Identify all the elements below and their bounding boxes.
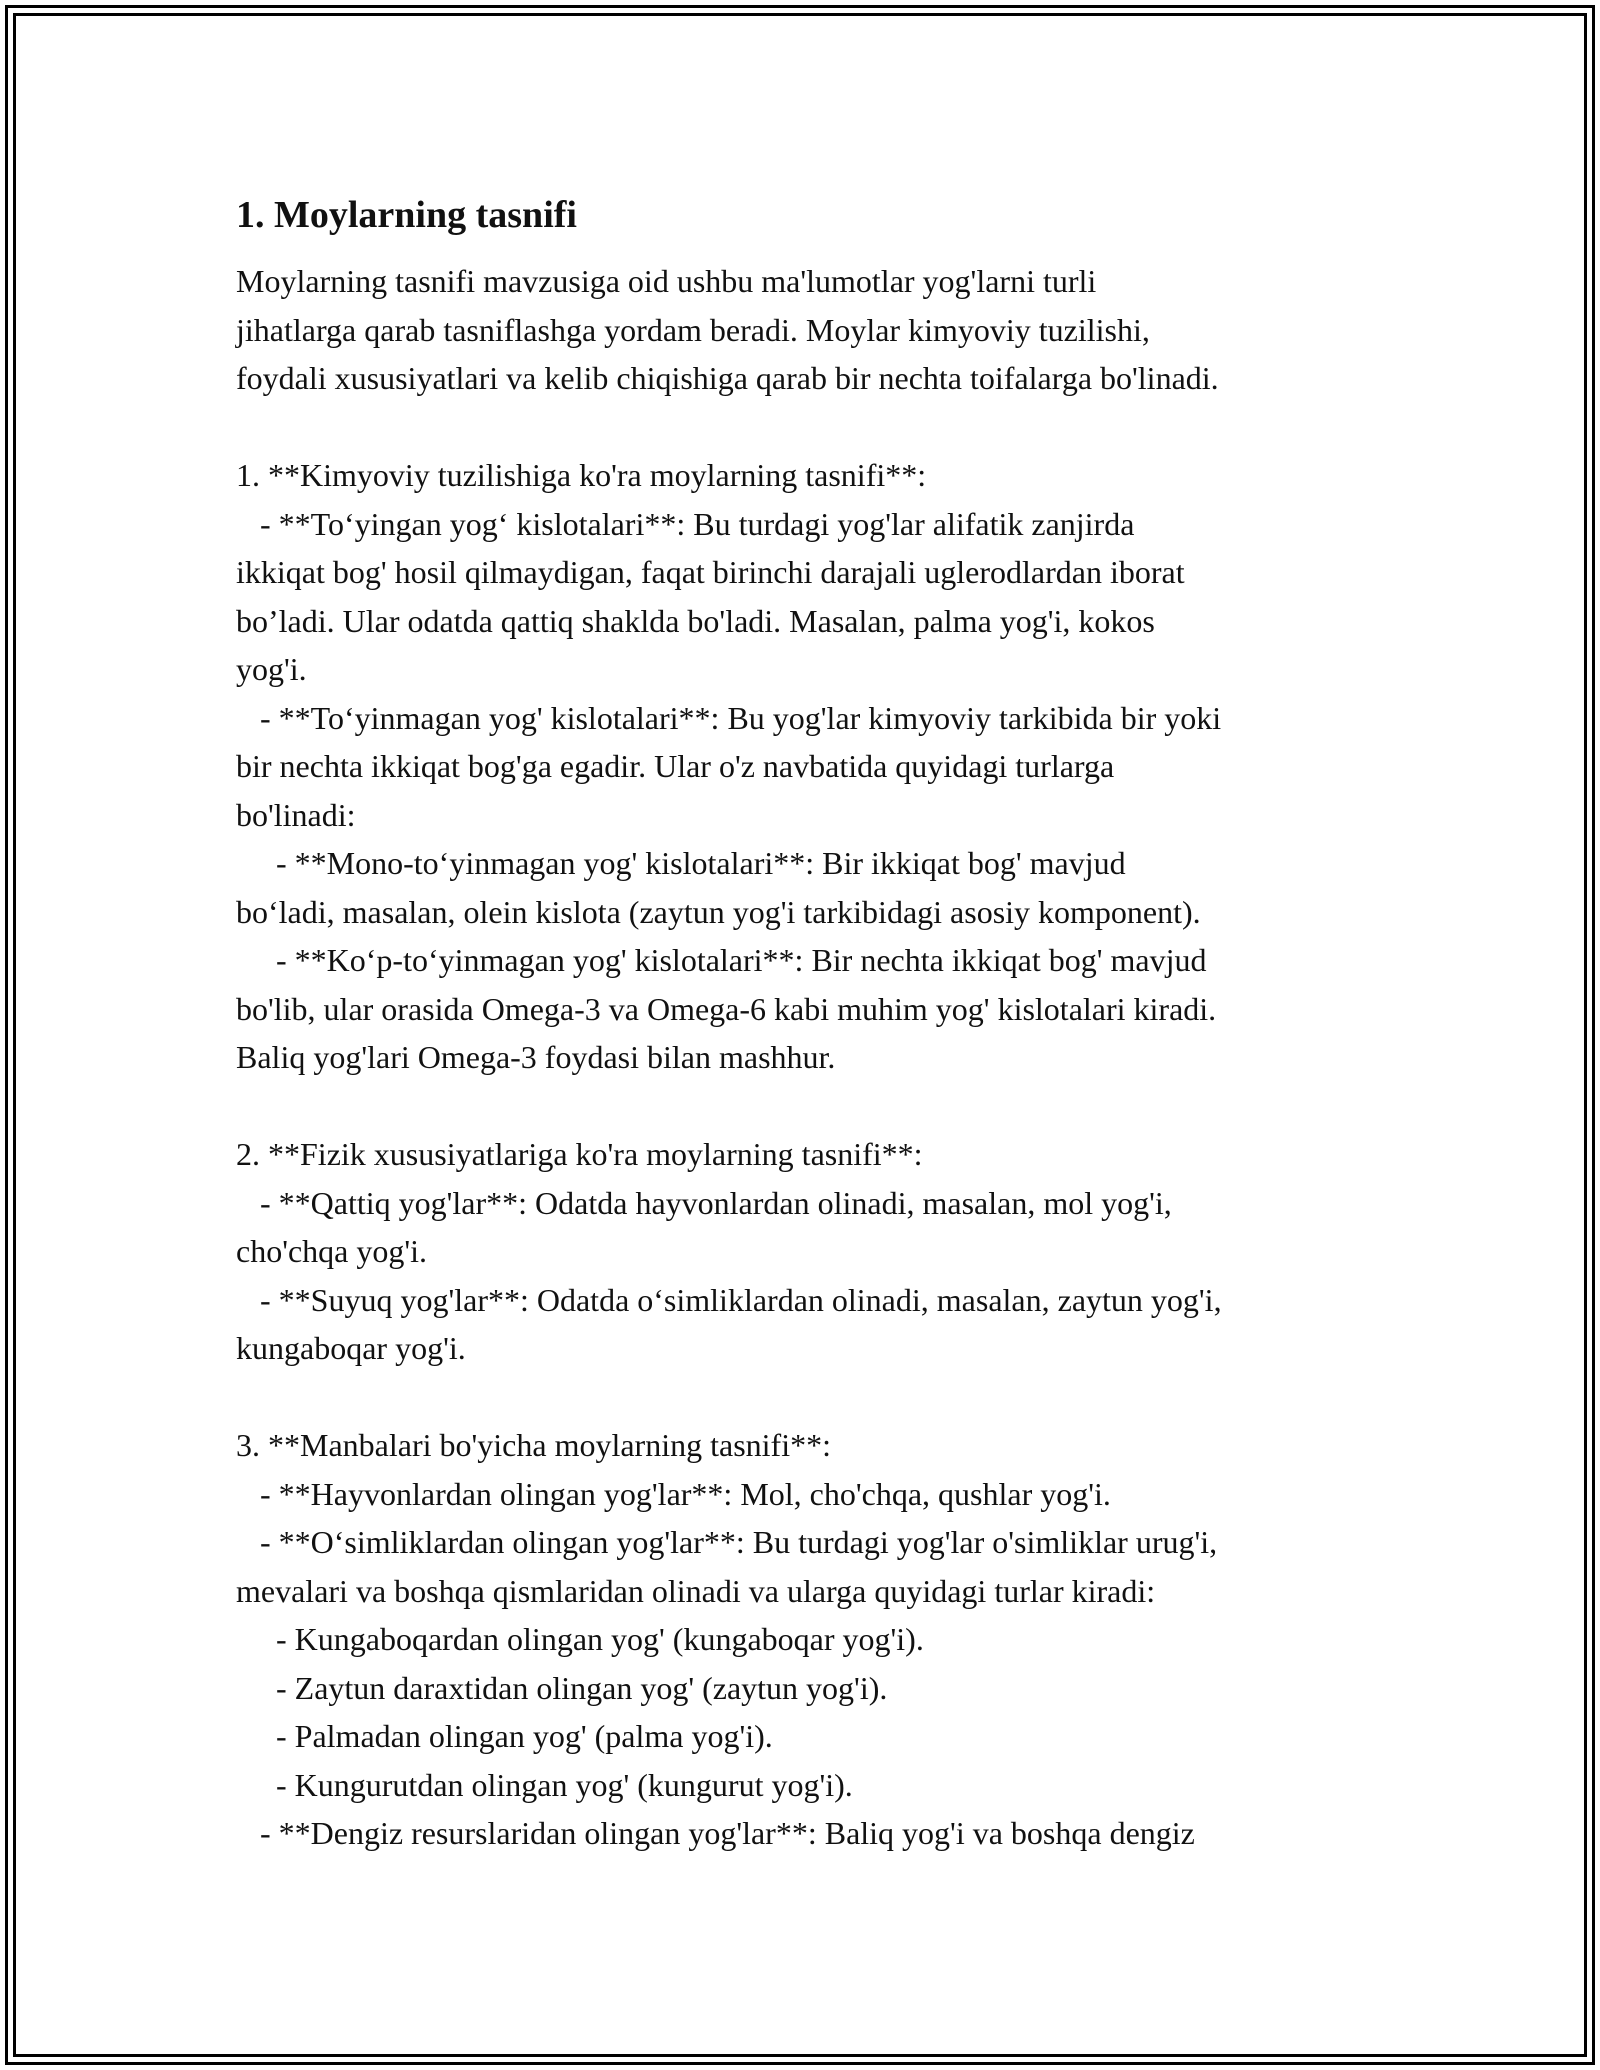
- text-line: - **Ko‘p-to‘yinmagan yog' kislotalari**: Bir nechta ikkiqat bog' mavjud: [236, 942, 1207, 978]
- blank-line: [236, 1082, 1376, 1131]
- text-line: yog'i.: [236, 651, 307, 687]
- text-line: bo‘ladi, masalan, olein kislota (zaytun yog'i tarkibidagi asosiy komponent).: [236, 893, 1201, 930]
- text-line: kungaboqar yog'i.: [236, 1330, 466, 1366]
- text-line: - **O‘simliklardan olingan yog'lar**: Bu turdagi yog'lar o'simliklar urug'i,: [236, 1524, 1218, 1560]
- text-line: cho'chqa yog'i.: [236, 1233, 428, 1269]
- text-line: Baliq yog'lari Omega-3 foydasi bilan mashhur.: [236, 1039, 836, 1075]
- text-line: bir nechta ikkiqat bog'ga egadir. Ular o'z navbatida quyidagi turlarga: [236, 748, 1115, 784]
- blank-line: [236, 403, 1376, 452]
- text-line: 2. **Fizik xususiyatlariga ko'ra moylarning tasnifi**:: [236, 1136, 923, 1172]
- text-line: 1. **Kimyoviy tuzilishiga ko'ra moylarning tasnifi**:: [236, 457, 927, 493]
- text-line: bo’ladi. Ular odatda qattiq shaklda bo'ladi. Masalan, palma yog'i, kokos: [236, 602, 1155, 639]
- section-heading: 1. Moylarning tasnifi: [236, 194, 577, 236]
- text-line: - **To‘yinmagan yog' kislotalari**: Bu yog'lar kimyoviy tarkibida bir yoki: [236, 699, 1222, 736]
- text-line: - Palmadan olingan yog' (palma yog'i).: [236, 1718, 773, 1754]
- document-body: [236, 186, 1376, 1858]
- text-line: - **To‘yingan yog‘ kislotalari**: Bu turdagi yog'lar alifatik zanjirda: [236, 505, 1135, 542]
- text-line: - **Suyuq yog'lar**: Odatda o‘simliklardan olinadi, masalan, zaytun yog'i,: [236, 1281, 1222, 1318]
- text-line: - **Qattiq yog'lar**: Odatda hayvonlardan olinadi, masalan, mol yog'i,: [236, 1184, 1172, 1221]
- text-line: - **Dengiz resurslaridan olingan yog'lar**: Baliq yog'i va boshqa dengiz: [236, 1815, 1195, 1851]
- blank-line: [236, 1373, 1376, 1422]
- text-line: - Zaytun daraxtidan olingan yog' (zaytun yog'i).: [236, 1669, 888, 1706]
- text-line: Moylarning tasnifi mavzusiga oid ushbu ma'lumotlar yog'larni turli: [236, 263, 1097, 299]
- text-line: foydali xususiyatlari va kelib chiqishiga qarab bir nechta toifalarga bo'linadi.: [236, 360, 1219, 396]
- text-line: ikkiqat bog' hosil qilmaydigan, faqat birinchi darajali uglerodlardan iborat: [236, 554, 1185, 590]
- text-line: mevalari va boshqa qismlaridan olinadi va ularga quyidagi turlar kiradi:: [236, 1572, 1156, 1609]
- text-line: bo'linadi:: [236, 796, 356, 833]
- text-line: jihatlarga qarab tasniflashga yordam beradi. Moylar kimyoviy tuzilishi,: [236, 311, 1150, 348]
- text-line: - **Hayvonlardan olingan yog'lar**: Mol, cho'chqa, qushlar yog'i.: [236, 1475, 1111, 1512]
- text-line: bo'lib, ular orasida Omega-3 va Omega-6 kabi muhim yog' kislotalari kiradi.: [236, 990, 1217, 1027]
- text-line: 3. **Manbalari bo'yicha moylarning tasnifi**:: [236, 1427, 831, 1463]
- body-text: [236, 257, 1376, 1858]
- text-line: - Kungaboqardan olingan yog' (kungaboqar yog'i).: [236, 1621, 924, 1657]
- text-line: - Kungurutdan olingan yog' (kungurut yog'i).: [236, 1766, 853, 1803]
- text-line: - **Mono-to‘yinmagan yog' kislotalari**: Bir ikkiqat bog' mavjud: [236, 845, 1126, 881]
